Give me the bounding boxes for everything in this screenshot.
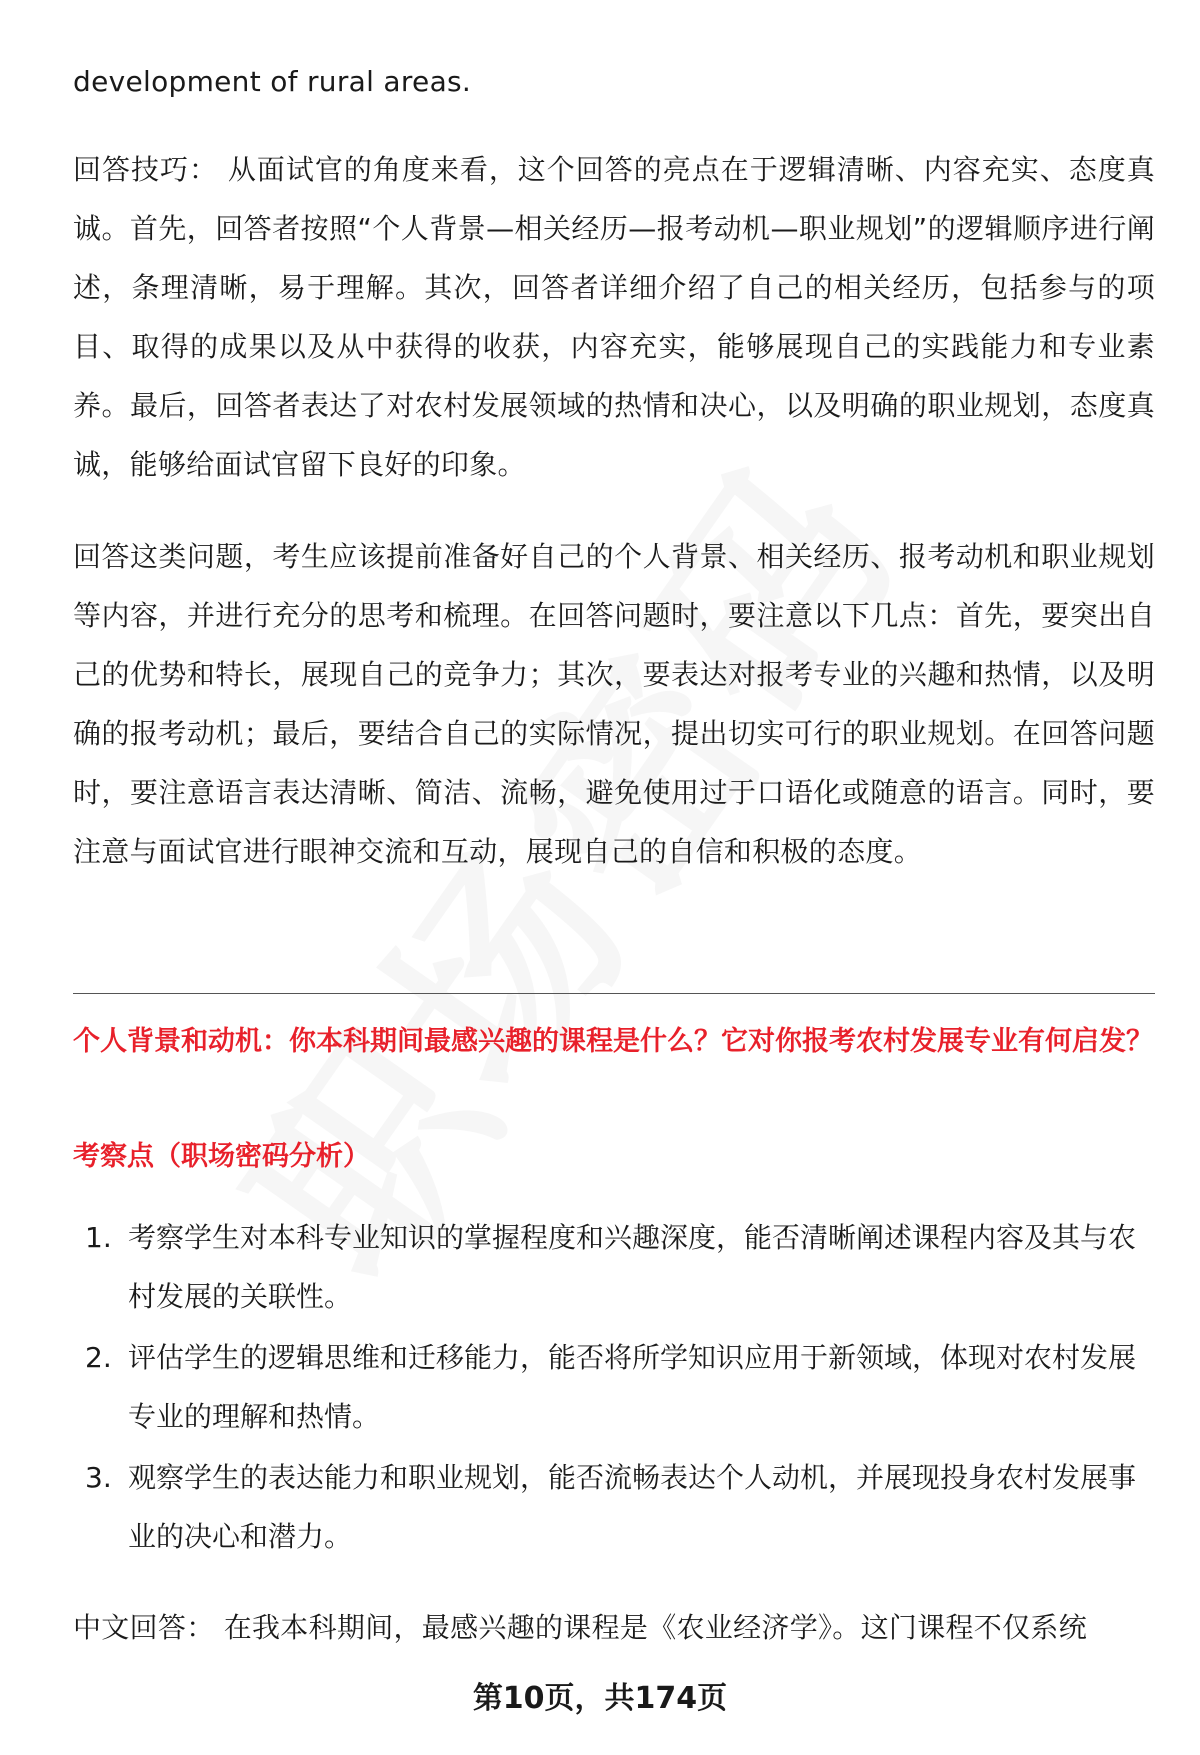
list-item-text: 考察学生对本科专业知识的掌握程度和兴趣深度，能否清晰阐述课程内容及其与农村发展的关联性。 bbox=[128, 1221, 1137, 1313]
question-heading: 个人背景和动机：你本科期间最感兴趣的课程是什么？它对你报考农村发展专业有何启发？ bbox=[73, 1026, 1153, 1057]
chinese-answer-start: 中文回答： 在我本科期间，最感兴趣的课程是《农业经济学》。这门课程不仅系统 bbox=[73, 1611, 1088, 1644]
focus-list bbox=[73, 1208, 1155, 1568]
list-item-text: 评估学生的逻辑思维和迁移能力，能否将所学知识应用于新领域，体现对农村发展专业的理解和热情。 bbox=[128, 1341, 1137, 1433]
list-item bbox=[73, 1328, 1155, 1446]
answer-tips-paragraph: 回答技巧： 从面试官的角度来看，这个回答的亮点在于逻辑清晰、内容充实、态度真诚。首先，回答者按照“个人背景—相关经历—报考动机—职业规划”的逻辑顺序进行阐述，条理清晰，易于理解。其次，回答者详细介绍了自己的相关经历，包括参与的项目、取得的成果以及从中获得的收获，内容充实，能够展现自己的实践能力和专业素养。最后，回答者表达了对农村发展领域的热情和决心，以及明确的职业规划，态度真诚，能够给面试官留下良好的印象。 bbox=[73, 153, 1155, 481]
english-answer-tail: development of rural areas. bbox=[73, 65, 472, 98]
list-item bbox=[73, 1208, 1155, 1326]
list-number: 2. bbox=[85, 1341, 112, 1374]
focus-heading: 考察点（职场密码分析） bbox=[73, 1141, 370, 1172]
list-number: 3. bbox=[85, 1461, 112, 1494]
page-number: 第10页，共174页 bbox=[472, 1681, 728, 1716]
list-number: 1. bbox=[85, 1221, 112, 1254]
list-item bbox=[73, 1448, 1155, 1566]
list-item-text: 观察学生的表达能力和职业规划，能否流畅表达个人动机，并展现投身农村发展事业的决心和潜力。 bbox=[128, 1461, 1137, 1553]
section-divider bbox=[73, 993, 1155, 994]
advice-paragraph: 回答这类问题，考生应该提前准备好自己的个人背景、相关经历、报考动机和职业规划等内容，并进行充分的思考和梳理。在回答问题时，要注意以下几点：首先，要突出自己的优势和特长，展现自己的竞争力；其次，要表达对报考专业的兴趣和热情，以及明确的报考动机；最后，要结合自己的实际情况，提出切实可行的职业规划。在回答问题时，要注意语言表达清晰、简洁、流畅，避免使用过于口语化或随意的语言。同时，要注意与面试官进行眼神交流和互动，展现自己的自信和积极的态度。 bbox=[73, 540, 1155, 868]
